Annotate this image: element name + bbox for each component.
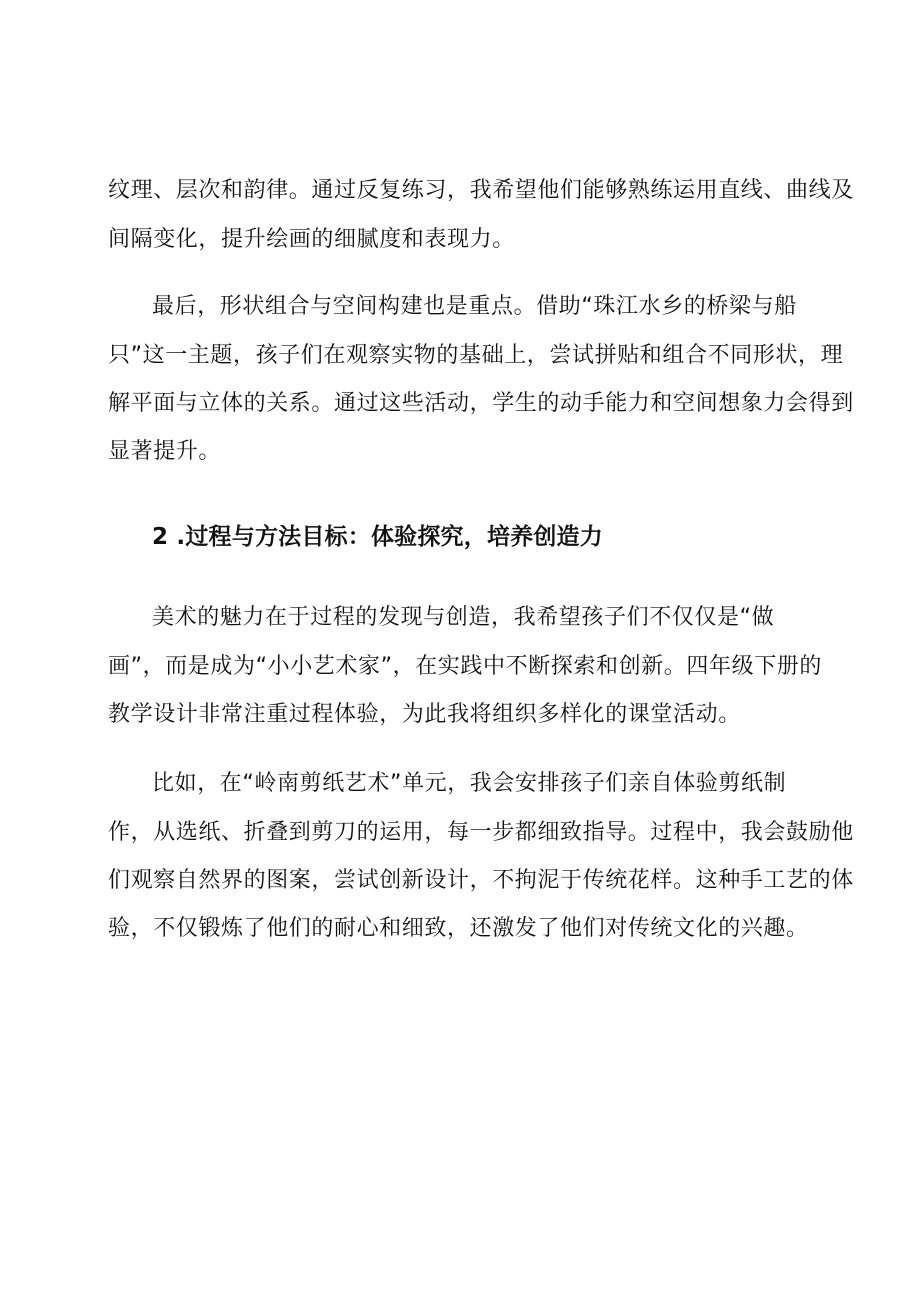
- paragraph-line: 比如，在“岭南剪纸艺术”单元，我会安排孩子们亲自体验剪纸制: [152, 771, 787, 796]
- paragraph-line: 验，不仅锻炼了他们的耐心和细致，还激发了他们对传统文化的兴趣。: [108, 916, 809, 941]
- paragraph-line: 最后，形状组合与空间构建也是重点。借助“珠江水乡的桥梁与船: [152, 294, 797, 319]
- paragraph-line: 美术的魅力在于过程的发现与创造，我希望孩子们不仅仅是“做: [152, 605, 775, 630]
- paragraph-line: 作，从选纸、折叠到剪刀的运用，每一步都细致指导。过程中，我会鼓励他: [108, 820, 854, 845]
- paragraph-line: 解平面与立体的关系。通过这些活动，学生的动手能力和空间想象力会得到: [108, 391, 854, 416]
- paragraph-line: 纹理、层次和韵律。通过反复练习，我希望他们能够熟练运用直线、曲线及: [108, 178, 854, 203]
- paragraph-line: 间隔变化，提升绘画的细腻度和表现力。: [108, 227, 515, 252]
- paragraph-line: 画”，而是成为“小小艺术家”，在实践中不断探索和创新。四年级下册的: [108, 654, 822, 679]
- paragraph-line: 们观察自然界的图案，尝试创新设计，不拘泥于传统花样。这种手工艺的体: [108, 868, 854, 893]
- paragraph-line: 教学设计非常注重过程体验，为此我将组织多样化的课堂活动。: [108, 702, 741, 727]
- paragraph-line: 显著提升。: [108, 439, 222, 464]
- section-heading: 2 .过程与方法目标：体验探究，培养创造力: [152, 524, 603, 550]
- paragraph-line: 只”这一主题，孩子们在观察实物的基础上，尝试拼贴和组合不同形状，理: [108, 343, 844, 368]
